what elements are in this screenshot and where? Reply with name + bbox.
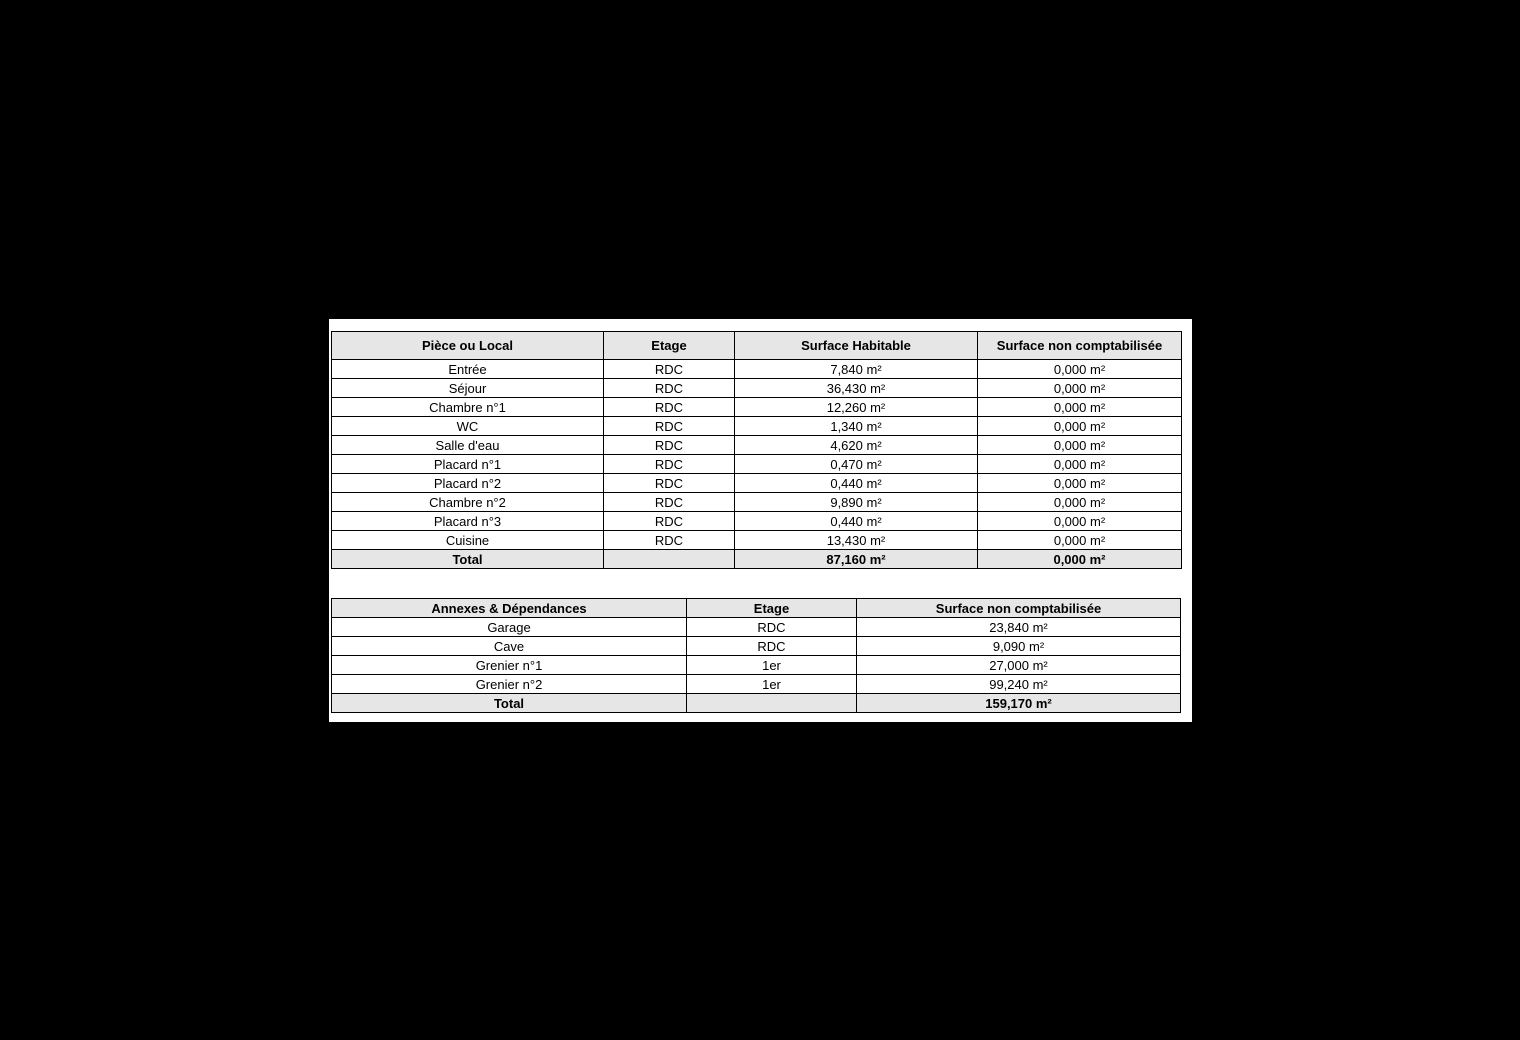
header-surface-habitable: Surface Habitable [735,332,978,360]
cell-etage: RDC [604,379,735,398]
cell-etage: RDC [604,436,735,455]
cell-surface-non-comptabilisee: 9,090 m² [857,637,1181,656]
cell-etage: 1er [687,656,857,675]
cell-etage: RDC [604,512,735,531]
cell-piece: Placard n°2 [332,474,604,493]
cell-piece: Placard n°1 [332,455,604,474]
table-row [332,531,1182,550]
cell-surface-non-comptabilisee: 0,000 m² [978,398,1182,417]
table-row [332,675,1181,694]
cell-surface-non-comptabilisee: 0,000 m² [978,360,1182,379]
cell-annexe: Grenier n°1 [332,656,687,675]
table-row [332,656,1181,675]
annexes-table [331,598,1181,713]
total-surface-non-comptabilisee: 159,170 m² [857,694,1181,713]
cell-annexe: Garage [332,618,687,637]
cell-piece: Placard n°3 [332,512,604,531]
cell-surface-non-comptabilisee: 0,000 m² [978,436,1182,455]
table-row [332,379,1182,398]
total-etage [687,694,857,713]
cell-surface-habitable: 13,430 m² [735,531,978,550]
header-annexes: Annexes & Dépendances [332,599,687,618]
cell-piece: Cuisine [332,531,604,550]
cell-etage: RDC [604,474,735,493]
cell-piece: Séjour [332,379,604,398]
cell-surface-non-comptabilisee: 0,000 m² [978,512,1182,531]
table-row [332,398,1182,417]
cell-surface-non-comptabilisee: 0,000 m² [978,417,1182,436]
cell-surface-habitable: 0,440 m² [735,512,978,531]
total-row [332,694,1181,713]
table-row [332,436,1182,455]
cell-piece: Chambre n°1 [332,398,604,417]
cell-surface-habitable: 1,340 m² [735,417,978,436]
table-row [332,455,1182,474]
total-row [332,550,1182,569]
cell-etage: RDC [604,455,735,474]
table-header-row [332,332,1182,360]
cell-surface-non-comptabilisee: 99,240 m² [857,675,1181,694]
cell-annexe: Grenier n°2 [332,675,687,694]
cell-piece: Salle d'eau [332,436,604,455]
table-row [332,512,1182,531]
table-header-row [332,599,1181,618]
cell-surface-habitable: 4,620 m² [735,436,978,455]
cell-surface-habitable: 7,840 m² [735,360,978,379]
cell-surface-habitable: 9,890 m² [735,493,978,512]
total-label: Total [332,550,604,569]
cell-surface-habitable: 36,430 m² [735,379,978,398]
cell-surface-non-comptabilisee: 0,000 m² [978,455,1182,474]
cell-surface-non-comptabilisee: 27,000 m² [857,656,1181,675]
cell-etage: RDC [604,398,735,417]
header-etage: Etage [604,332,735,360]
header-surface-non-comptabilisee: Surface non comptabilisée [857,599,1181,618]
cell-surface-habitable: 12,260 m² [735,398,978,417]
cell-etage: RDC [604,493,735,512]
cell-etage: RDC [604,531,735,550]
cell-piece: Entrée [332,360,604,379]
cell-etage: 1er [687,675,857,694]
cell-etage: RDC [604,360,735,379]
table-row [332,360,1182,379]
table-row [332,474,1182,493]
surface-document [329,319,1192,722]
cell-surface-non-comptabilisee: 0,000 m² [978,379,1182,398]
total-surface-habitable: 87,160 m² [735,550,978,569]
cell-surface-non-comptabilisee: 0,000 m² [978,531,1182,550]
cell-surface-non-comptabilisee: 0,000 m² [978,493,1182,512]
cell-etage: RDC [687,618,857,637]
header-surface-non-comptabilisee: Surface non comptabilisée [978,332,1182,360]
cell-surface-non-comptabilisee: 0,000 m² [978,474,1182,493]
table-row [332,417,1182,436]
cell-piece: Chambre n°2 [332,493,604,512]
cell-surface-habitable: 0,470 m² [735,455,978,474]
cell-etage: RDC [687,637,857,656]
table-row [332,618,1181,637]
cell-etage: RDC [604,417,735,436]
total-label: Total [332,694,687,713]
rooms-table [331,331,1182,569]
cell-surface-habitable: 0,440 m² [735,474,978,493]
cell-surface-non-comptabilisee: 23,840 m² [857,618,1181,637]
table-row [332,493,1182,512]
header-piece: Pièce ou Local [332,332,604,360]
cell-annexe: Cave [332,637,687,656]
total-etage [604,550,735,569]
header-etage: Etage [687,599,857,618]
cell-piece: WC [332,417,604,436]
table-row [332,637,1181,656]
total-surface-non-comptabilisee: 0,000 m² [978,550,1182,569]
